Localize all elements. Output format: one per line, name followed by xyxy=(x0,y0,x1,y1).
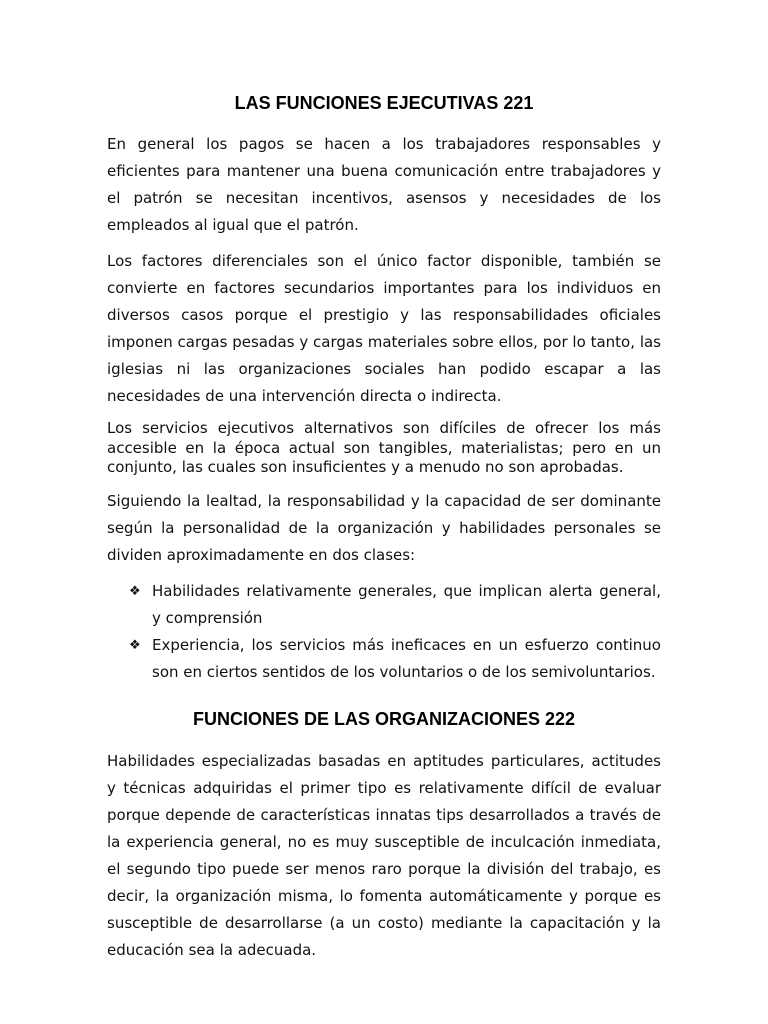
diamond-bullet-icon: ❖ xyxy=(129,583,141,599)
diamond-bullet-icon: ❖ xyxy=(129,637,141,653)
list-item-text: Experiencia, los servicios más ineficaces en un esfuerzo continuo son en ciertos sentidos de los voluntarios o de los semivoluntarios. xyxy=(152,635,661,681)
list-item-text: Habilidades relativamente generales, que implican alerta general, y comprensión xyxy=(152,581,661,627)
section-heading-funciones-organizaciones: FUNCIONES DE LAS ORGANIZACIONES 222 xyxy=(192,708,576,729)
document-page xyxy=(107,92,661,973)
section-heading-funciones-ejecutivas: LAS FUNCIONES EJECUTIVAS 221 xyxy=(234,93,534,113)
list-item xyxy=(129,578,661,632)
bullet-list xyxy=(107,578,661,686)
paragraph-habilidades: Habilidades especializadas basadas en aptitudes particulares, actitudes y técnicas adquiridas el primer tipo es relativamente difícil de evaluar porque depende de características innatas tips desarrollados a través de la experiencia general, no es muy susceptible de inculcación inmediata, el segundo tipo puede ser menos raro porque la división del trabajo, es decir, la organización misma, lo fomenta automáticamente y porque es susceptible de desarrollarse (a un costo) mediante la capacitación y la educación sea la adecuada. xyxy=(107,751,661,959)
paragraph-lealtad: Siguiendo la lealtad, la responsabilidad y la capacidad de ser dominante según la personalidad de la organización y habilidades personales se dividen aproximadamente en dos clases: xyxy=(107,491,661,564)
paragraph-pagos: En general los pagos se hacen a los trabajadores responsables y eficientes para mantener una buena comunicación entre trabajadores y el patrón se necesitan incentivos, asensos y necesidades de los empleados al igual que el patrón. xyxy=(107,135,661,234)
paragraph-factores: Los factores diferenciales son el único factor disponible, también se convierte en factores secundarios importantes para los individuos en diversos casos porque el prestigio y las responsabilidades oficiales imponen cargas pesadas y cargas materiales sobre ellos, por lo tanto, las iglesias ni las organizaciones sociales han podido escapar a las necesidades de una intervención directa o indirecta. xyxy=(107,252,661,405)
paragraph-servicios: Los servicios ejecutivos alternativos son difíciles de ofrecer los más accesible en la época actual son tangibles, materialistas; pero en un conjunto, las cuales son insuficientes y a menudo no son aprobadas. xyxy=(107,419,661,476)
list-item xyxy=(129,632,661,686)
